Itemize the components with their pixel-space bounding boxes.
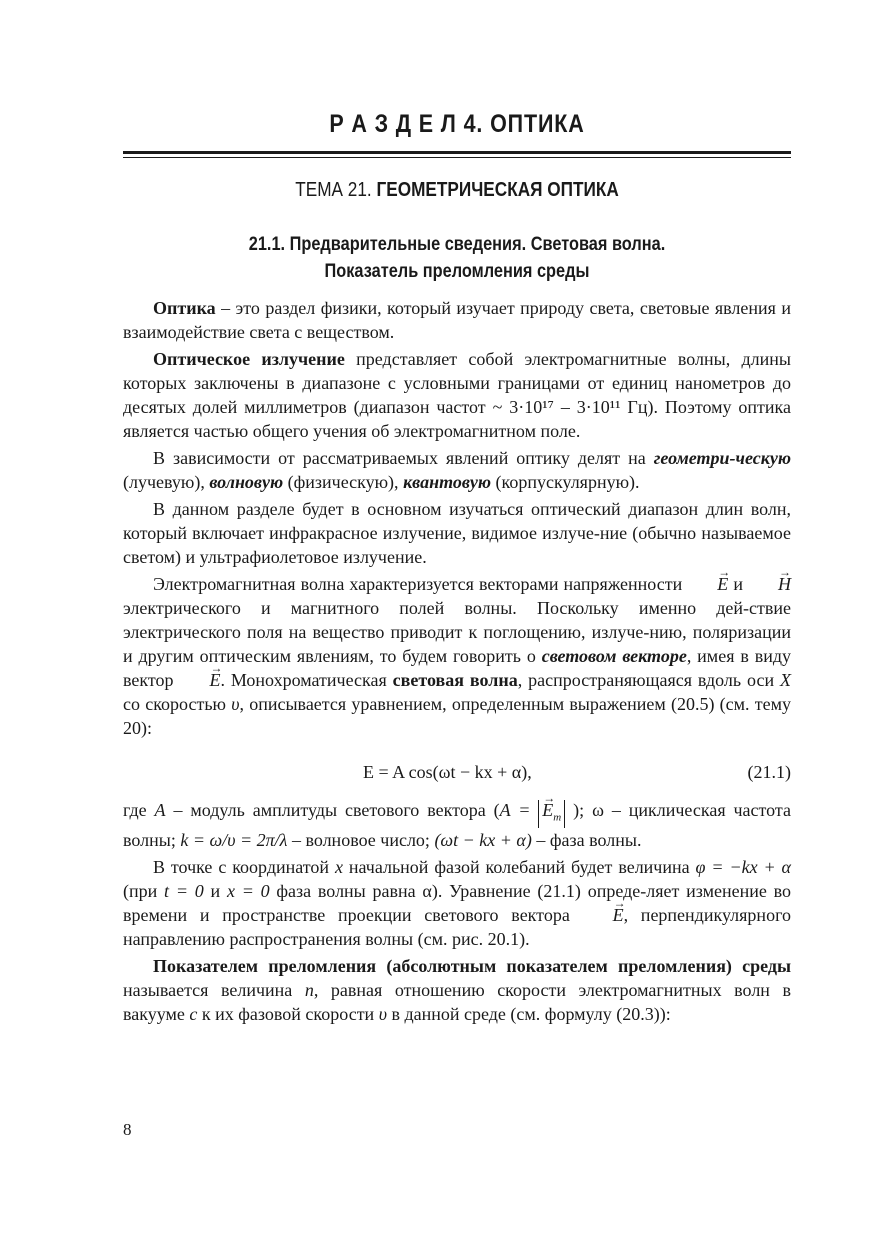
p8-d: к их фазовой скорости: [197, 1003, 379, 1024]
initial-phase-formula: φ = −kx + α: [695, 856, 791, 877]
paragraph-optics-definition: [123, 296, 791, 344]
p3-d: (корпускулярную).: [491, 472, 640, 492]
p7-d: фаза волны равна α). Уравнение (21.1) опреде-ляет изменение во времени и пространстве проекции светового вектора: [123, 880, 792, 925]
title-rule-thick: [123, 151, 791, 154]
p5-and: и: [728, 574, 748, 594]
subscript-m: m: [553, 811, 562, 824]
vector-e-3: → E: [583, 903, 624, 927]
p7-a: В точке с координатой: [153, 856, 335, 877]
p5-b: электрического и магнитного полей волны. Поскольку именно дей-ствие электрического поля на вещество приводит к поглощению, излуче-нию, поляризации и другим оптическим явлениям, то будем говорить о: [123, 598, 791, 666]
axis-x: X: [779, 670, 791, 690]
title-rule-thin: [123, 157, 791, 158]
term-light-wave: световая волна: [392, 670, 518, 690]
speed-v: υ: [231, 694, 240, 714]
amplitude-a: A: [154, 800, 166, 820]
x-zero: x = 0: [226, 880, 270, 901]
wave-number-formula: k = ω/υ = 2π/λ: [180, 829, 288, 850]
phase-expression: (ωt − kx + α): [434, 829, 532, 850]
p5-a: Электромагнитная волна характеризуется векторами напряженности: [153, 574, 688, 594]
section-title: Р А З Д Е Л 4. ОПТИКА: [329, 110, 585, 138]
p6-a: где: [123, 800, 155, 820]
paragraph-light-vector: [123, 572, 791, 740]
topic-heading: [170, 179, 744, 202]
p5-e: , распространяющаяся вдоль оси: [517, 670, 780, 690]
p3-b: (лучевую),: [123, 472, 210, 492]
p5-f: со скоростью: [123, 694, 232, 714]
term-refractive-index: Показателем преломления (абсолютным показателем преломления) среды: [153, 955, 791, 976]
p3-a: В зависимости от рассматриваемых явлений оптику делят на: [153, 448, 654, 468]
p2-tail: ). Поэтому оптика является частью общего учения об электромагнитном поле.: [123, 397, 791, 441]
term-wave: волновую: [209, 472, 284, 492]
subsection-line-2: Показатель преломления среды: [324, 261, 590, 282]
equation-formula: E = A cos(ωt − kx + α),: [363, 762, 532, 782]
p5-g: , описывается уравнением, определенным выражением (20.5) (см. тему 20):: [123, 694, 791, 738]
p5-c: , имея в виду вектор: [123, 646, 791, 690]
p7-b: начальной фазой колебаний будет величина: [342, 856, 696, 877]
paragraph-initial-phase: [123, 855, 791, 951]
vector-e-2: → E: [179, 668, 220, 692]
p6-e: – фаза волны.: [531, 829, 642, 850]
term-quantum: квантовую: [403, 472, 492, 492]
p8-e: в данной среде (см. формулу (20.3)):: [386, 1003, 671, 1024]
p7-and: и: [203, 880, 227, 901]
term-optical-radiation: Оптическое излучение: [153, 349, 345, 369]
term-geometric: геометри-ческую: [653, 448, 791, 468]
speed-c: c: [189, 1003, 198, 1024]
p3-c: (физическую),: [283, 472, 404, 492]
p6-b: – модуль амплитуды светового вектора (: [165, 800, 500, 820]
term-optics: Оптика: [153, 298, 216, 318]
abs-em: [538, 800, 565, 828]
coord-x: x: [334, 856, 343, 877]
vector-e: → E: [687, 572, 728, 596]
speed-v-2: υ: [378, 1003, 387, 1024]
p7-c: (при: [123, 880, 165, 901]
paragraph-optics-branches: [123, 446, 791, 494]
subsection-heading: [170, 231, 744, 285]
p6-c: ); ω – циклическая частота волны;: [123, 800, 792, 850]
paragraph-equation-terms: [123, 798, 791, 852]
paragraph-optical-radiation: [123, 347, 791, 443]
t-zero: t = 0: [164, 880, 204, 901]
p5-d: . Монохроматическая: [220, 670, 393, 690]
index-n: n: [304, 979, 314, 1000]
term-light-vector: световом векторе: [541, 646, 687, 666]
topic-prefix: ТЕМА 21.: [295, 179, 372, 201]
body-text: [123, 296, 791, 1029]
abs-a-lhs: A =: [499, 800, 531, 820]
equation-number: (21.1): [747, 762, 791, 782]
p6-d: – волновое число;: [287, 829, 435, 850]
p8-a: называется величина: [123, 979, 305, 1000]
paragraph-refractive-index: [123, 954, 791, 1026]
frequency-range: ~ 3·10¹⁷ – 3·10¹¹ Гц: [492, 397, 648, 417]
topic-name: ГЕОМЕТРИЧЕСКАЯ ОПТИКА: [376, 179, 619, 201]
p1-text: – это раздел физики, который изучает природу света, световые явления и взаимодействие света с веществом.: [123, 298, 791, 342]
page-number: 8: [123, 1120, 132, 1139]
subsection-line-1: 21.1. Предварительные сведения. Световая волна.: [248, 234, 666, 255]
p7-e: , перпендикулярного направлению распространения волны (см. рис. 20.1).: [123, 904, 792, 949]
vector-h: → H: [748, 572, 791, 596]
p2-text: представляет собой электромагнитные волны, длины которых заключены в диапазоне с условными границами от единиц нанометров до десятых долей миллиметров (диапазон частот: [123, 349, 791, 417]
equation-21-1: [123, 752, 791, 792]
p8-b: , равная отношению скорости электромагнитных волн в вакууме: [123, 979, 791, 1024]
paragraph-wavelength-range: В данном разделе будет в основном изучаться оптический диапазон длин волн, который включает инфракрасное излучение, видимое излуче-ние (обычно называемое светом) и ультрафиолетовое излучение.: [123, 499, 791, 567]
vector-em: → E: [542, 800, 553, 820]
